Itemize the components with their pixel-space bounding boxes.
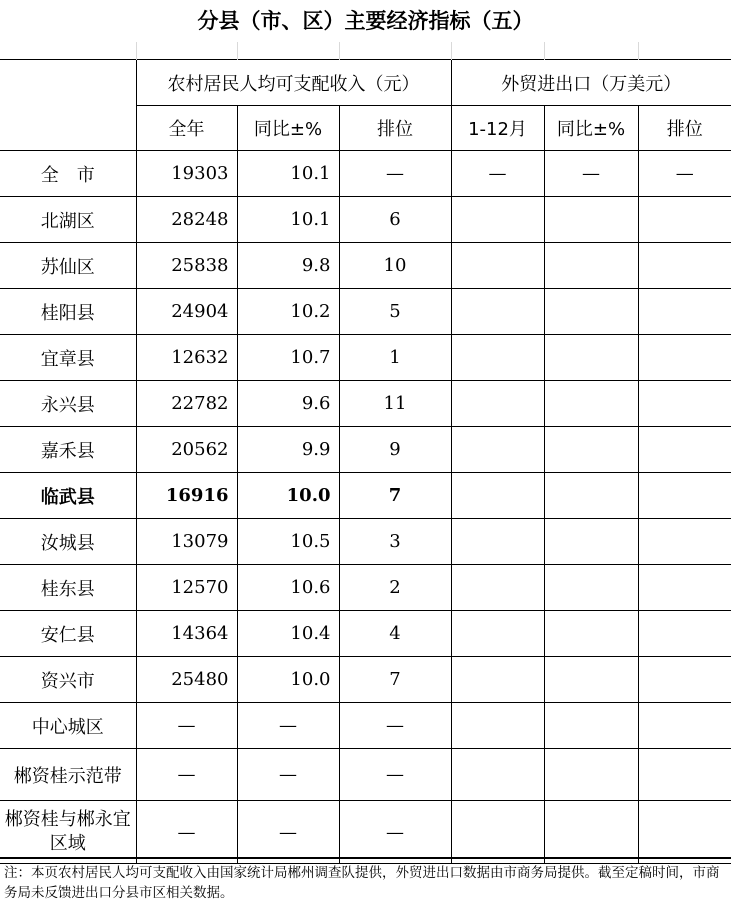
row-trade-rank: [638, 197, 731, 243]
row-income-rank: —: [339, 749, 451, 801]
row-income: 16916: [136, 473, 237, 519]
row-income-rank: —: [339, 151, 451, 197]
row-income: 20562: [136, 427, 237, 473]
row-name: 资兴市: [0, 657, 136, 703]
row-trade-yoy: [544, 473, 638, 519]
page-title: 分县（市、区）主要经济指标（五）: [197, 9, 534, 33]
row-trade-yoy: [544, 611, 638, 657]
row-trade-yoy: [544, 801, 638, 864]
row-income-yoy: 10.6: [237, 565, 339, 611]
row-trade-period: [451, 801, 544, 864]
row-income: 28248: [136, 197, 237, 243]
row-trade-yoy: [544, 243, 638, 289]
row-trade-rank: [638, 611, 731, 657]
row-name: 桂东县: [0, 565, 136, 611]
table-row: [0, 151, 731, 197]
row-name: 郴资桂示范带: [0, 749, 136, 801]
table-row: [0, 611, 731, 657]
row-trade-rank: [638, 289, 731, 335]
row-trade-yoy: —: [544, 151, 638, 197]
row-income-rank: 9: [339, 427, 451, 473]
footnote: 注：本页农村居民人均可支配收入由国家统计局郴州调查队提供，外贸进出口数据由市商务局提供。截至定稿时间，市商务局未反馈进出口分县市区相关数据。: [0, 857, 731, 905]
spacer-row: [0, 42, 731, 60]
row-income-yoy: 10.0: [237, 657, 339, 703]
row-income-rank: 6: [339, 197, 451, 243]
row-trade-period: [451, 565, 544, 611]
row-trade-period: [451, 473, 544, 519]
row-trade-rank: [638, 801, 731, 864]
row-name: 苏仙区: [0, 243, 136, 289]
row-trade-yoy: [544, 289, 638, 335]
table-row: [0, 749, 731, 801]
row-trade-yoy: [544, 335, 638, 381]
row-trade-rank: —: [638, 151, 731, 197]
table-row: [0, 703, 731, 749]
row-trade-period: [451, 243, 544, 289]
row-income: 24904: [136, 289, 237, 335]
row-trade-period: [451, 519, 544, 565]
header-trade-rank: 排位: [638, 106, 731, 151]
row-income: —: [136, 703, 237, 749]
row-income-yoy: —: [237, 703, 339, 749]
row-trade-period: [451, 197, 544, 243]
row-income-yoy: 10.1: [237, 197, 339, 243]
row-trade-rank: [638, 335, 731, 381]
row-income-yoy: 10.4: [237, 611, 339, 657]
row-trade-rank: [638, 519, 731, 565]
header-trade-yoy: 同比±%: [544, 106, 638, 151]
table-row: [0, 197, 731, 243]
row-trade-yoy: [544, 657, 638, 703]
row-income-rank: 7: [339, 657, 451, 703]
row-trade-period: [451, 335, 544, 381]
row-income: 25838: [136, 243, 237, 289]
row-trade-rank: [638, 703, 731, 749]
row-name: 汝城县: [0, 519, 136, 565]
header-corner-cell: [0, 60, 136, 151]
row-income: 25480: [136, 657, 237, 703]
row-income-yoy: 9.6: [237, 381, 339, 427]
row-trade-period: [451, 749, 544, 801]
row-name: 安仁县: [0, 611, 136, 657]
row-income-yoy: —: [237, 749, 339, 801]
row-trade-rank: [638, 427, 731, 473]
row-income: 12632: [136, 335, 237, 381]
row-income-yoy: 10.5: [237, 519, 339, 565]
row-trade-yoy: [544, 381, 638, 427]
row-trade-period: [451, 611, 544, 657]
row-income-yoy: 10.0: [237, 473, 339, 519]
table-row: [0, 381, 731, 427]
row-name: 临武县: [0, 473, 136, 519]
row-name: 郴资桂与郴永宜区域: [0, 801, 136, 864]
row-trade-rank: [638, 565, 731, 611]
row-income: —: [136, 749, 237, 801]
row-income-rank: 1: [339, 335, 451, 381]
row-name: 永兴县: [0, 381, 136, 427]
row-income-yoy: 10.7: [237, 335, 339, 381]
row-name: 嘉禾县: [0, 427, 136, 473]
row-trade-yoy: [544, 749, 638, 801]
row-income-rank: —: [339, 703, 451, 749]
row-name: 中心城区: [0, 703, 136, 749]
table-row: [0, 519, 731, 565]
row-income-yoy: 10.1: [237, 151, 339, 197]
row-income: 13079: [136, 519, 237, 565]
row-trade-yoy: [544, 197, 638, 243]
row-trade-period: —: [451, 151, 544, 197]
row-income-yoy: —: [237, 801, 339, 864]
row-trade-period: [451, 427, 544, 473]
row-trade-yoy: [544, 565, 638, 611]
table-row: [0, 243, 731, 289]
row-income-rank: 7: [339, 473, 451, 519]
table-row: [0, 427, 731, 473]
row-income-rank: —: [339, 801, 451, 864]
row-trade-rank: [638, 381, 731, 427]
table-row-highlighted: [0, 473, 731, 519]
table-row: [0, 289, 731, 335]
row-income: 14364: [136, 611, 237, 657]
table-row: [0, 801, 731, 864]
row-income-yoy: 9.9: [237, 427, 339, 473]
row-trade-period: [451, 703, 544, 749]
table-row: [0, 335, 731, 381]
table-row: [0, 565, 731, 611]
row-trade-period: [451, 381, 544, 427]
row-trade-yoy: [544, 427, 638, 473]
row-income-rank: 2: [339, 565, 451, 611]
header-income-full-year: 全年: [136, 106, 237, 151]
row-trade-rank: [638, 657, 731, 703]
row-income-yoy: 10.2: [237, 289, 339, 335]
header-trade-group: 外贸进出口（万美元）: [451, 60, 731, 106]
row-income-yoy: 9.8: [237, 243, 339, 289]
row-income-rank: 4: [339, 611, 451, 657]
economic-indicators-table: [0, 42, 731, 864]
row-trade-rank: [638, 749, 731, 801]
row-name: 桂阳县: [0, 289, 136, 335]
row-income-rank: 10: [339, 243, 451, 289]
row-name: 北湖区: [0, 197, 136, 243]
row-trade-period: [451, 657, 544, 703]
row-income: —: [136, 801, 237, 864]
row-name: 全 市: [0, 151, 136, 197]
row-trade-yoy: [544, 703, 638, 749]
row-income-rank: 5: [339, 289, 451, 335]
row-trade-rank: [638, 243, 731, 289]
row-income-rank: 3: [339, 519, 451, 565]
header-trade-period: 1-12月: [451, 106, 544, 151]
table-row: [0, 657, 731, 703]
header-income-rank: 排位: [339, 106, 451, 151]
row-name: 宜章县: [0, 335, 136, 381]
header-row-groups: [0, 60, 731, 106]
row-income: 12570: [136, 565, 237, 611]
row-trade-rank: [638, 473, 731, 519]
row-trade-period: [451, 289, 544, 335]
header-income-yoy: 同比±%: [237, 106, 339, 151]
header-income-group: 农村居民人均可支配收入（元）: [136, 60, 451, 106]
row-income: 19303: [136, 151, 237, 197]
row-income-rank: 11: [339, 381, 451, 427]
row-income: 22782: [136, 381, 237, 427]
row-trade-yoy: [544, 519, 638, 565]
